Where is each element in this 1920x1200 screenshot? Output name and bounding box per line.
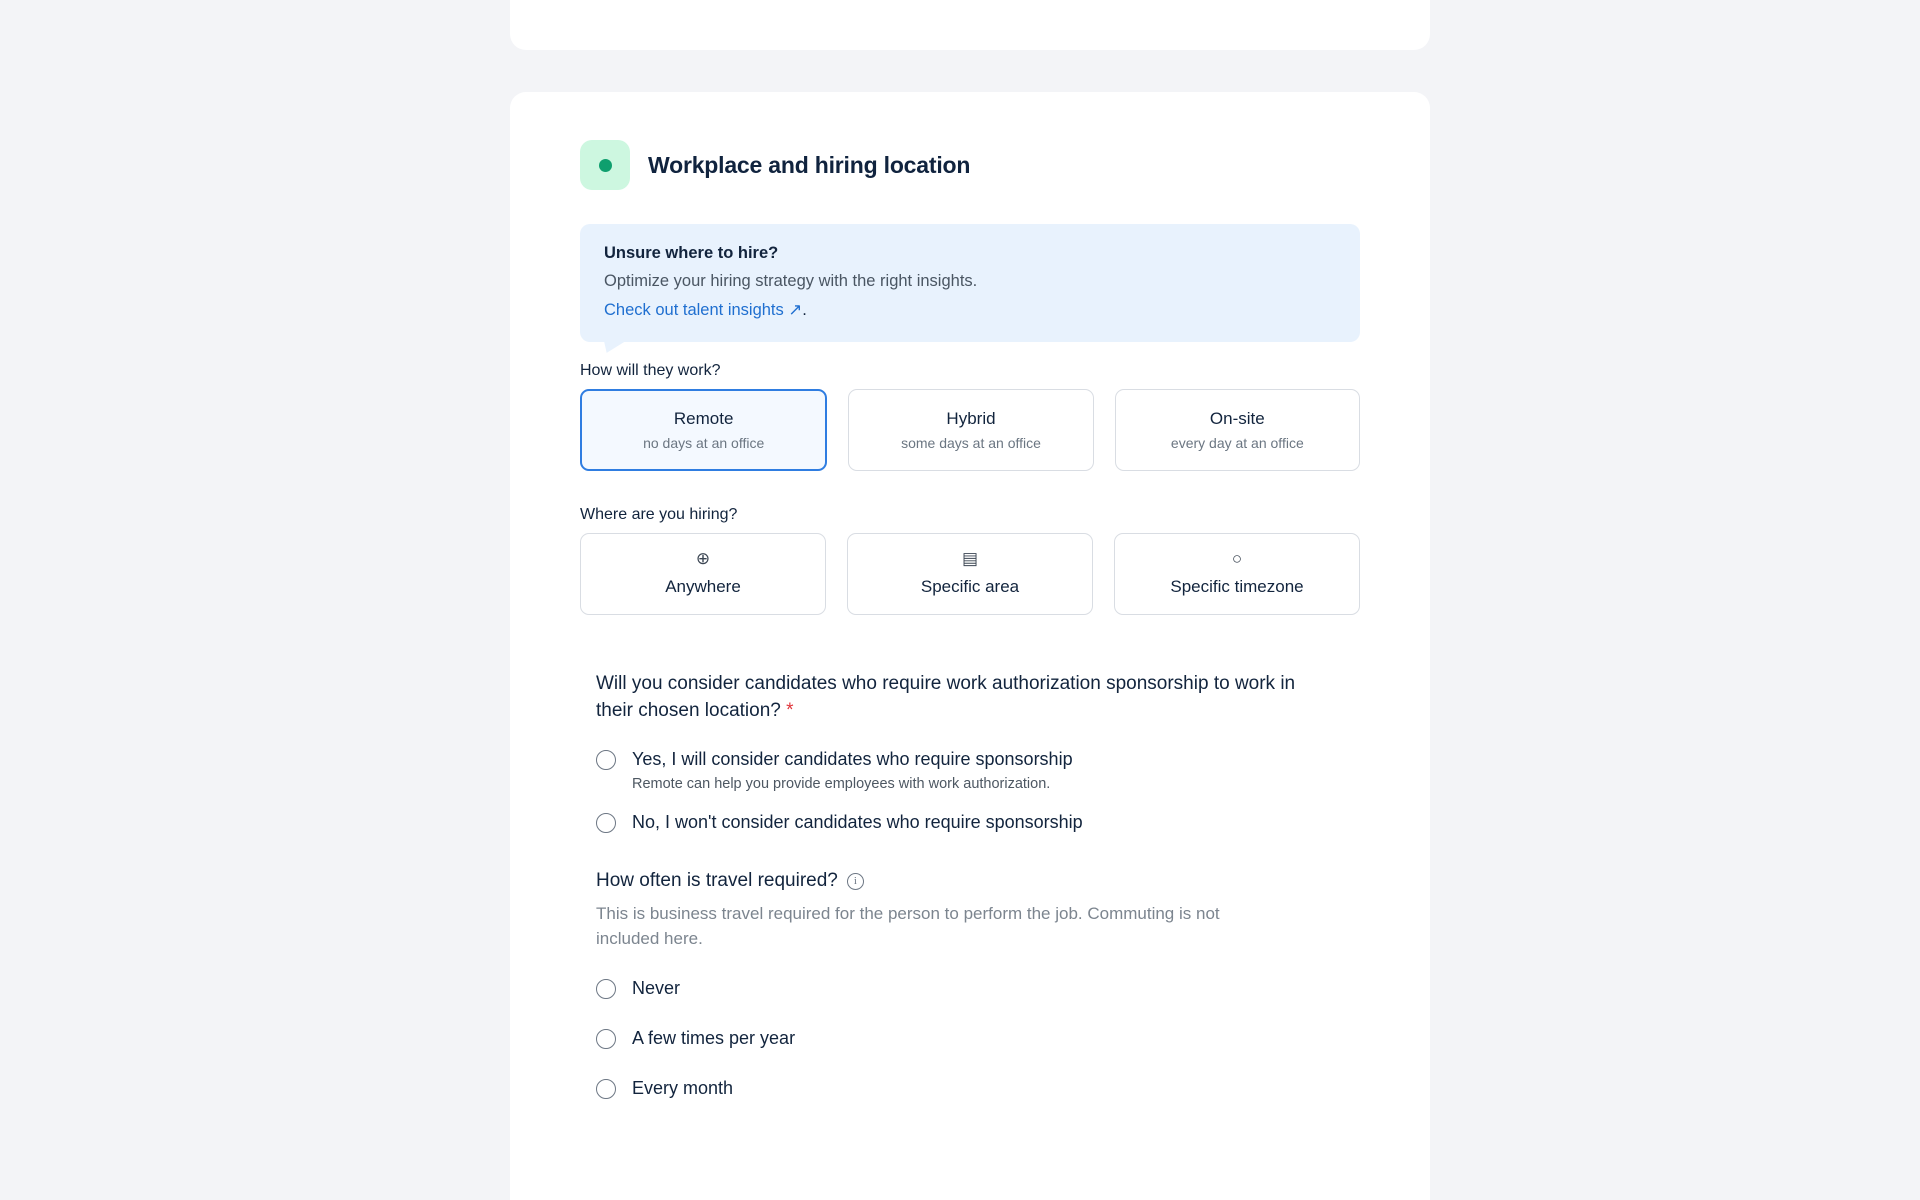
hiring-location-option-title: Specific area [920, 576, 1020, 596]
radio-icon[interactable] [596, 750, 616, 770]
map-icon: ▤ [961, 548, 979, 568]
globe-icon: ⊕ [695, 548, 711, 568]
target-dot-icon [580, 140, 630, 190]
travel-description: This is business travel required for the person to perform the job. Commuting is not included here. [596, 904, 1220, 949]
section-header [580, 140, 1360, 190]
work-mode-option-title: On-site [1209, 409, 1265, 429]
previous-section-card [510, 0, 1430, 50]
talent-insights-callout [580, 224, 1360, 342]
callout-text: Optimize your hiring strategy with the right insights. [604, 272, 978, 290]
travel-option-label: A few times per year [632, 1028, 796, 1049]
work-mode-label: How will they work? [580, 361, 721, 379]
sponsorship-option-no[interactable] [596, 810, 1360, 834]
talent-insights-link[interactable] [604, 301, 802, 319]
radio-icon[interactable] [596, 979, 616, 999]
hiring-location-option-specific-area[interactable] [847, 533, 1093, 615]
talent-insights-link-label: Check out talent insights [604, 300, 784, 319]
callout-tail [604, 341, 626, 353]
work-mode-option-onsite[interactable] [1115, 389, 1360, 471]
travel-option-every-month[interactable] [596, 1076, 1360, 1100]
travel-question-text: How often is travel required? [596, 870, 838, 892]
sponsorship-question [596, 671, 1296, 725]
work-mode-option-hybrid[interactable] [848, 389, 1093, 471]
hiring-location-option-specific-timezone[interactable] [1114, 533, 1360, 615]
work-mode-option-sub: every day at an office [1170, 435, 1304, 452]
sponsorship-option-label: Yes, I will consider candidates who require sponsorship [632, 748, 1073, 769]
hiring-location-option-title: Anywhere [665, 576, 741, 596]
required-marker: * [786, 699, 794, 721]
work-mode-option-remote[interactable] [580, 389, 827, 471]
callout-title: Unsure where to hire? [604, 244, 779, 262]
radio-icon[interactable] [596, 813, 616, 833]
travel-option-label: Every month [632, 1078, 734, 1099]
hiring-location-option-title: Specific timezone [1170, 576, 1304, 596]
work-mode-option-sub: no days at an office [643, 435, 765, 452]
sponsorship-option-label: No, I won't consider candidates who require sponsorship [632, 812, 1083, 833]
work-mode-option-sub: some days at an office [901, 435, 1041, 452]
travel-option-label: Never [632, 977, 681, 998]
hiring-location-option-anywhere[interactable] [580, 533, 826, 615]
work-mode-options [580, 389, 1360, 471]
work-mode-option-title: Hybrid [946, 409, 996, 429]
clock-icon: ○ [1231, 548, 1243, 568]
travel-option-never[interactable] [596, 976, 1360, 1000]
sponsorship-option-yes[interactable] [596, 747, 1360, 792]
sponsorship-question-text: Will you consider candidates who require work authorization sponsorship to work in their chosen location? [596, 672, 1296, 721]
sponsorship-option-help: Remote can help you provide employees with work authorization. [632, 776, 1051, 793]
travel-option-few-times-per-year[interactable] [596, 1026, 1360, 1050]
workplace-section-card [510, 92, 1430, 1200]
work-mode-option-title: Remote [673, 409, 734, 429]
radio-icon[interactable] [596, 1079, 616, 1099]
callout-link-suffix: . [802, 300, 807, 319]
hiring-location-label: Where are you hiring? [580, 505, 738, 523]
external-link-icon: ↗ [788, 300, 803, 319]
page-title: Workplace and hiring location [648, 151, 971, 178]
radio-icon[interactable] [596, 1029, 616, 1049]
hiring-location-options [580, 533, 1360, 615]
callout-link-row [604, 300, 1336, 320]
travel-question [596, 870, 1360, 892]
info-icon[interactable]: i [847, 873, 864, 890]
